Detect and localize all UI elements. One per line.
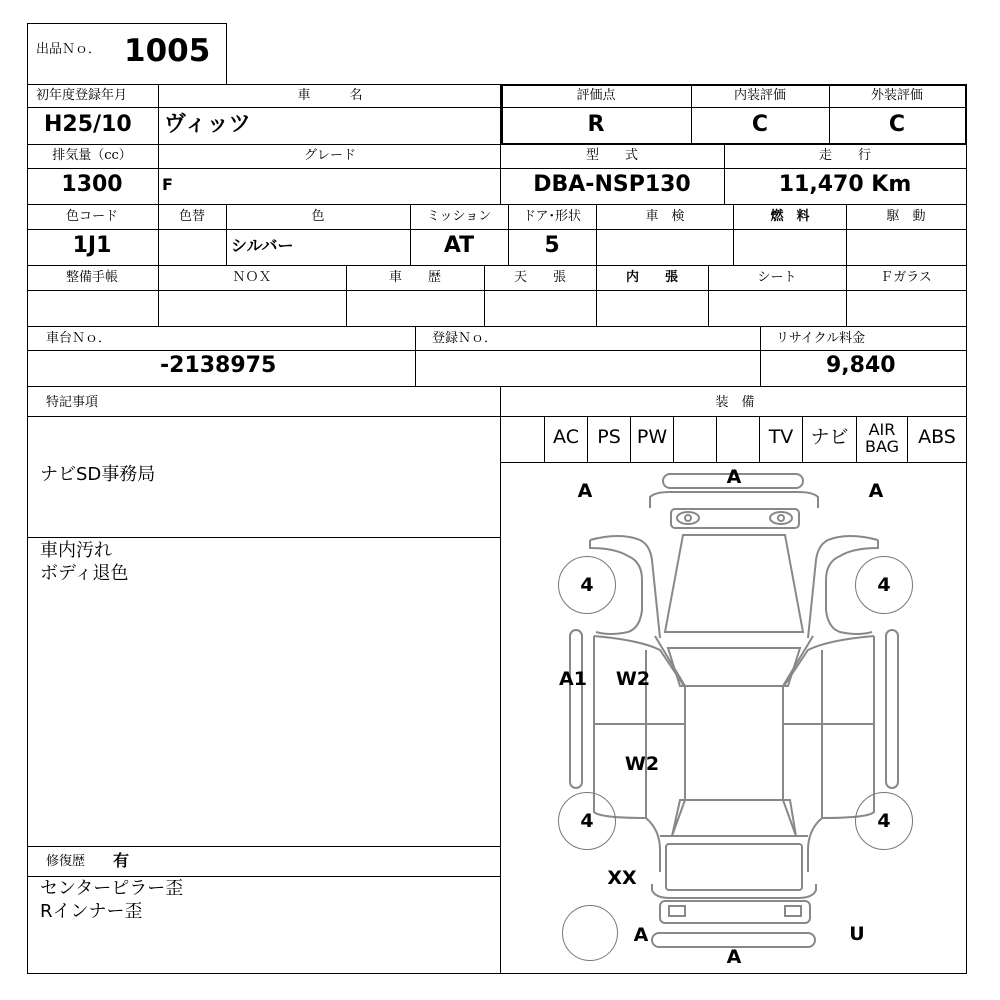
color-value: シルバー <box>231 236 294 255</box>
damage-front-right: A <box>868 480 884 502</box>
spare-tire-circle <box>562 905 618 961</box>
repair-history-value: 有 <box>113 851 130 870</box>
equipment-airbag: AIR BAG <box>864 420 900 456</box>
interior-value: C <box>751 112 769 137</box>
drive-label: 駆 動 <box>886 209 926 224</box>
damage-left-sill: A1 <box>559 668 587 690</box>
tire-front-left-tread: 4 <box>580 574 594 596</box>
nox-label: ＮＯＸ <box>232 270 272 285</box>
damage-rear-left: A <box>633 924 649 946</box>
equipment-abs: ABS <box>918 426 956 448</box>
equipment-navi: ナビ <box>810 426 849 448</box>
equipment-tv: TV <box>768 426 794 448</box>
equipment-label: 装 備 <box>715 395 755 410</box>
inspection-label: 車 検 <box>645 209 685 224</box>
history-label: 車 歴 <box>388 270 442 285</box>
color-label: 色 <box>311 209 325 224</box>
model-value: DBA-NSP130 <box>533 172 691 197</box>
color-code-label: 色コード <box>65 209 119 224</box>
damage-front-left: A <box>577 480 593 502</box>
special-note-condition: 車内汚れ ボディ退色 <box>40 540 129 584</box>
equipment-pw: PW <box>636 426 668 448</box>
equipment-ps: PS <box>597 426 621 448</box>
grade-value: F <box>162 175 173 194</box>
repair-history-label: 修復歴 <box>46 854 86 869</box>
model-label: 型 式 <box>585 148 639 163</box>
registration-no-label: 登録Ｎｏ． <box>432 331 498 346</box>
displacement-label: 排気量（cc） <box>52 148 132 163</box>
interior-label: 内装評価 <box>733 88 787 103</box>
grade-label: グレード <box>303 148 357 163</box>
exterior-value: C <box>888 112 906 137</box>
fuel-label: 燃 料 <box>770 209 810 224</box>
recycle-value: 9,840 <box>826 353 896 378</box>
recycle-label: リサイクル料金 <box>776 331 866 346</box>
exterior-label: 外装評価 <box>870 88 924 103</box>
tire-rear-right-tread: 4 <box>877 810 891 832</box>
inner-lining-label: 内 張 <box>625 270 679 285</box>
tire-rear-left-tread: 4 <box>580 810 594 832</box>
service-book-label: 整備手帳 <box>65 270 119 285</box>
registration-value: H25/10 <box>44 112 132 137</box>
score-label: 評価点 <box>576 88 616 103</box>
car-name-value: ヴィッツ <box>164 112 251 137</box>
registration-label: 初年度登録年月 <box>36 88 128 103</box>
mileage-value: 11,470 Km <box>778 172 912 197</box>
lot-label: 出品Ｎｏ． <box>36 42 102 57</box>
special-note-navi: ナビSD事務局 <box>40 464 156 485</box>
front-glass-label: Ｆガラス <box>880 270 932 285</box>
car-damage-diagram <box>501 463 966 973</box>
damage-left-front-door: W2 <box>615 668 651 690</box>
damage-rear-center: A <box>726 946 742 968</box>
tire-front-right-tread: 4 <box>877 574 891 596</box>
mission-value: AT <box>443 233 475 258</box>
roof-lining-label: 天 張 <box>513 270 567 285</box>
mission-label: ミッション <box>426 209 492 224</box>
damage-rear-right: U <box>849 923 865 945</box>
door-value: 5 <box>544 233 560 258</box>
displacement-value: 1300 <box>61 172 123 197</box>
score-value: R <box>587 112 605 137</box>
seat-label: シート <box>757 270 797 285</box>
color-code-value: 1J1 <box>72 233 112 258</box>
car-name-label: 車 名 <box>297 88 363 103</box>
damage-rear-inner: XX <box>607 867 637 889</box>
damage-front-center: A <box>726 466 742 488</box>
chassis-label: 車台Ｎｏ． <box>46 331 112 346</box>
repaint-label: 色替 <box>178 209 206 224</box>
damage-left-rear-door: W2 <box>624 753 660 775</box>
repair-details: センターピラー歪 Rインナー歪 <box>40 878 184 922</box>
equipment-ac: AC <box>553 426 579 448</box>
special-notes-label: 特記事項 <box>46 395 99 410</box>
door-label: ドア･形状 <box>522 209 582 224</box>
mileage-label: 走 行 <box>818 148 872 163</box>
lot-number: 1005 <box>124 33 211 69</box>
chassis-value: -2138975 <box>160 353 277 378</box>
